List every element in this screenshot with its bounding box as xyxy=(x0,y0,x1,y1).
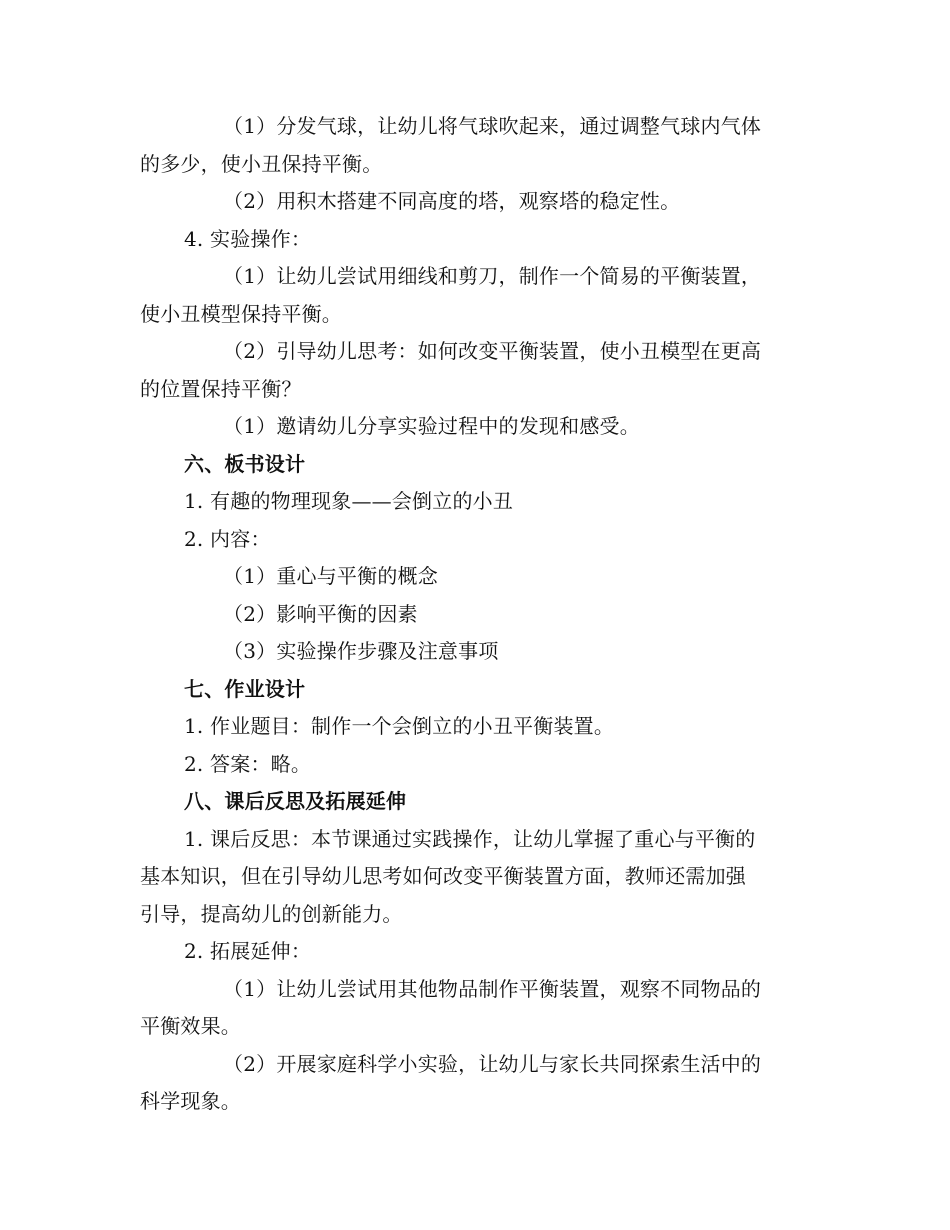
list-item: 1. 作业题目：制作一个会倒立的小丑平衡装置。 xyxy=(184,714,615,738)
sub-list-item: （2）影响平衡的因素 xyxy=(223,601,418,626)
paragraph-line: （1）让幼儿尝试用其他物品制作平衡装置，观察不同物品的 xyxy=(223,976,762,1001)
paragraph-line: （2）引导幼儿思考：如何改变平衡装置，使小丑模型在更高 xyxy=(223,339,762,363)
paragraph-line: 引导，提高幼儿的创新能力。 xyxy=(140,901,403,926)
document-body xyxy=(140,108,815,1121)
list-item: 2. 答案：略。 xyxy=(184,751,312,776)
paragraph-line: 使小丑模型保持平衡。 xyxy=(140,301,342,326)
paragraph-line: 的多少，使小丑保持平衡。 xyxy=(140,151,383,176)
paragraph-line: （1）分发气球，让幼儿将气球吹起来，通过调整气球内气体 xyxy=(223,114,762,138)
paragraph-line: 1. 课后反思：本节课通过实践操作，让幼儿掌握了重心与平衡的 xyxy=(184,826,756,851)
paragraph-line: 基本知识，但在引导幼儿思考如何改变平衡装置方面，教师还需加强 xyxy=(140,864,746,888)
section-heading-reflection: 八、课后反思及拓展延伸 xyxy=(184,789,407,813)
sub-list-item: （3）实验操作步骤及注意事项 xyxy=(223,639,499,663)
paragraph-line: （1）让幼儿尝试用细线和剪刀，制作一个简易的平衡装置， xyxy=(223,264,762,288)
paragraph-line: 科学现象。 xyxy=(140,1089,241,1113)
sub-list-item: （1）重心与平衡的概念 xyxy=(223,564,438,588)
list-item: 1. 有趣的物理现象——会倒立的小丑 xyxy=(184,489,514,513)
section-heading-board-design: 六、板书设计 xyxy=(184,451,306,476)
paragraph-line: 平衡效果。 xyxy=(140,1014,241,1038)
paragraph-line: （2）开展家庭科学小实验，让幼儿与家长共同探索生活中的 xyxy=(223,1051,762,1076)
list-item: 4. 实验操作： xyxy=(184,226,312,251)
paragraph-line: 的位置保持平衡？ xyxy=(140,376,302,401)
section-heading-homework: 七、作业设计 xyxy=(184,676,306,701)
list-item: 2. 拓展延伸： xyxy=(184,939,312,963)
paragraph-line: （1）邀请幼儿分享实验过程中的发现和感受。 xyxy=(223,414,640,438)
list-item: 2. 内容： xyxy=(184,526,271,551)
paragraph-line: （2）用积木搭建不同高度的塔，观察塔的稳定性。 xyxy=(223,189,681,213)
